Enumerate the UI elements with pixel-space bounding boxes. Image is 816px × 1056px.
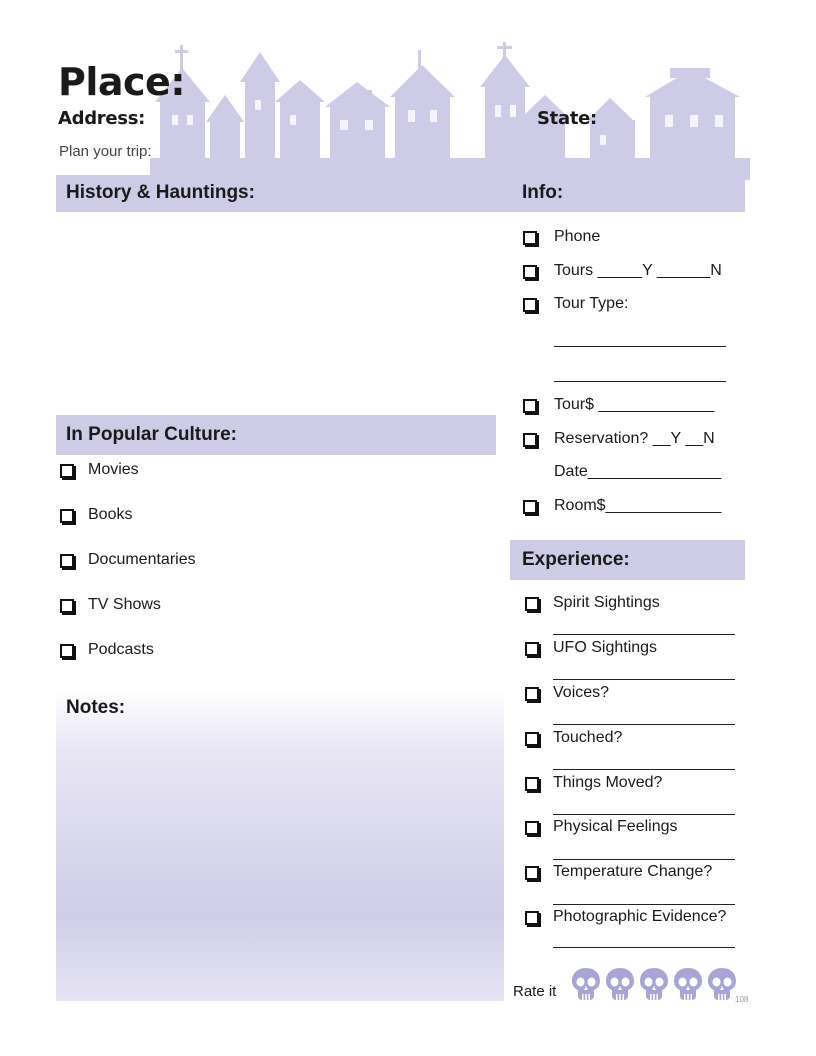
tv-shows-label: TV Shows	[88, 596, 161, 613]
notes-section-title: Notes:	[66, 697, 126, 718]
popular-culture-section-title: In Popular Culture:	[66, 424, 237, 445]
popular-culture-section-bar	[56, 415, 496, 455]
history-section-title: History & Hauntings:	[66, 182, 255, 203]
physical-feelings-checkbox[interactable]	[525, 821, 539, 835]
experience-answer-line[interactable]	[553, 769, 735, 770]
phone-label: Phone	[554, 228, 601, 245]
experience-section-title: Experience:	[522, 549, 630, 570]
tour-type-checkbox[interactable]	[523, 298, 537, 312]
rating-label: Rate it	[513, 983, 557, 1000]
state-label[interactable]: State:	[537, 108, 597, 129]
photographic-evidence-label: Photographic Evidence?	[553, 908, 727, 925]
touched-label: Touched?	[553, 729, 623, 746]
movies-checkbox[interactable]	[60, 464, 74, 478]
tv-shows-checkbox[interactable]	[60, 599, 74, 613]
page-title: Place:	[58, 60, 186, 104]
voices-label: Voices?	[553, 684, 610, 701]
things-moved-label: Things Moved?	[553, 774, 663, 791]
temperature-change-checkbox[interactable]	[525, 866, 539, 880]
rating-skulls	[571, 967, 741, 1003]
ufo-sightings-checkbox[interactable]	[525, 642, 539, 656]
skull-icon[interactable]	[571, 967, 601, 1001]
experience-answer-line[interactable]	[553, 947, 735, 948]
haunted-skyline-illustration	[150, 40, 750, 180]
plan-trip-label[interactable]: Plan your trip:	[59, 143, 152, 160]
books-label: Books	[88, 506, 133, 523]
tours-label: Tours _____Y ______N	[554, 262, 722, 279]
podcasts-checkbox[interactable]	[60, 644, 74, 658]
reservation-date-label: Date_______________	[554, 463, 722, 480]
temperature-change-label: Temperature Change?	[553, 863, 713, 880]
address-label[interactable]: Address:	[58, 108, 146, 129]
room-price-checkbox[interactable]	[523, 500, 537, 514]
experience-answer-line[interactable]	[553, 814, 735, 815]
history-section-bar	[56, 175, 510, 212]
skull-icon[interactable]	[639, 967, 669, 1001]
tours-checkbox[interactable]	[523, 265, 537, 279]
tour-type-line[interactable]	[554, 381, 726, 382]
photographic-evidence-checkbox[interactable]	[525, 911, 539, 925]
experience-section-bar	[510, 540, 745, 580]
touched-checkbox[interactable]	[525, 732, 539, 746]
phone-checkbox[interactable]	[523, 231, 537, 245]
spirit-sightings-label: Spirit Sightings	[553, 594, 660, 611]
spirit-sightings-checkbox[interactable]	[525, 597, 539, 611]
documentaries-label: Documentaries	[88, 551, 196, 568]
tour-price-checkbox[interactable]	[523, 399, 537, 413]
skull-icon[interactable]	[605, 967, 635, 1001]
tour-type-line[interactable]	[554, 346, 726, 347]
things-moved-checkbox[interactable]	[525, 777, 539, 791]
voices-checkbox[interactable]	[525, 687, 539, 701]
tour-price-label: Tour$ _____________	[554, 396, 715, 413]
documentaries-checkbox[interactable]	[60, 554, 74, 568]
info-section-bar	[510, 175, 745, 212]
movies-label: Movies	[88, 461, 139, 478]
experience-answer-line[interactable]	[553, 679, 735, 680]
page-number: 108	[735, 995, 749, 1004]
experience-answer-line[interactable]	[553, 724, 735, 725]
tour-type-label: Tour Type:	[554, 295, 629, 312]
experience-answer-line[interactable]	[553, 634, 735, 635]
skull-icon[interactable]	[707, 967, 737, 1001]
notes-area[interactable]	[56, 688, 504, 1001]
books-checkbox[interactable]	[60, 509, 74, 523]
history-writing-area[interactable]	[56, 212, 496, 412]
reservation-label: Reservation? __Y __N	[554, 430, 715, 447]
experience-answer-line[interactable]	[553, 859, 735, 860]
physical-feelings-label: Physical Feelings	[553, 818, 678, 835]
podcasts-label: Podcasts	[88, 641, 154, 658]
skull-icon[interactable]	[673, 967, 703, 1001]
reservation-checkbox[interactable]	[523, 433, 537, 447]
room-price-label: Room$_____________	[554, 497, 722, 514]
info-section-title: Info:	[522, 182, 564, 203]
ufo-sightings-label: UFO Sightings	[553, 639, 658, 656]
experience-answer-line[interactable]	[553, 904, 735, 905]
